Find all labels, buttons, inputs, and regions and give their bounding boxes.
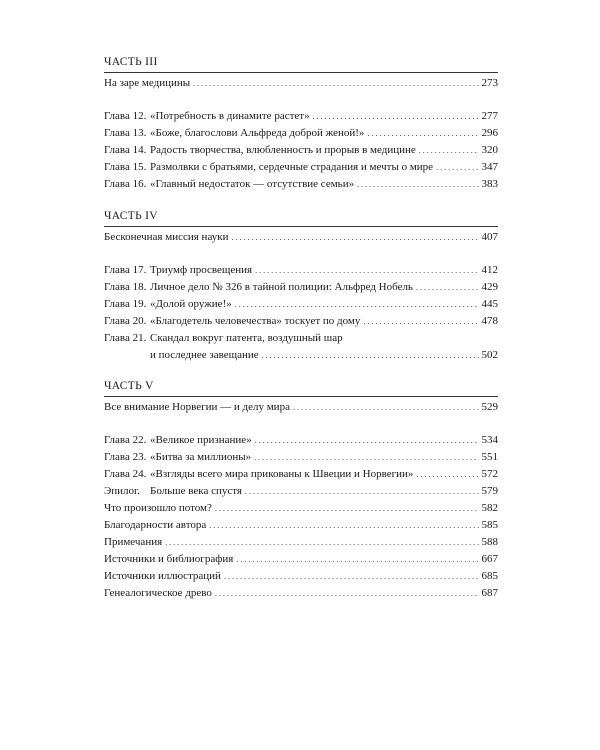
page-number: 534 bbox=[481, 434, 498, 446]
toc-entry[interactable] bbox=[104, 450, 498, 465]
entry-title: Что произошло потом? bbox=[104, 502, 212, 514]
page-number: 407 bbox=[481, 231, 498, 243]
toc-entry[interactable] bbox=[104, 467, 498, 482]
dot-leader bbox=[165, 536, 478, 550]
toc-entry[interactable] bbox=[104, 484, 498, 499]
part-heading: ЧАСТЬ V bbox=[104, 380, 154, 392]
page-number: 588 bbox=[481, 536, 498, 548]
page-number: 585 bbox=[481, 519, 498, 531]
toc-entry[interactable] bbox=[104, 76, 498, 91]
entry-title: «Благодетель человечества» тоскует по дому bbox=[150, 315, 361, 327]
toc-entry[interactable] bbox=[104, 297, 498, 312]
entry-title: Размолвки с братьями, сердечные страдания и мечты о мире bbox=[150, 161, 434, 173]
entry-title: Триумф просвещения bbox=[150, 264, 253, 276]
chapter-number: Глава 13. bbox=[104, 127, 147, 139]
toc-entry[interactable] bbox=[104, 586, 498, 601]
dot-leader bbox=[313, 110, 479, 124]
page-number: 582 bbox=[481, 502, 498, 514]
page-number: 320 bbox=[481, 144, 498, 156]
dot-leader bbox=[232, 231, 479, 245]
entry-title: Бесконечная миссия науки bbox=[104, 231, 229, 243]
dot-leader bbox=[215, 587, 479, 601]
dot-leader bbox=[367, 127, 478, 141]
toc-entry[interactable] bbox=[104, 263, 498, 278]
entry-title: Все внимание Норвегии — и делу мира bbox=[104, 401, 290, 413]
toc-entry[interactable] bbox=[104, 518, 498, 533]
dot-leader bbox=[235, 298, 479, 312]
toc-entry[interactable] bbox=[104, 160, 498, 175]
entry-title: На заре медицины bbox=[104, 77, 191, 89]
page-number: 667 bbox=[481, 553, 498, 565]
toc-entry-continuation[interactable] bbox=[104, 348, 498, 363]
toc-entry[interactable] bbox=[104, 143, 498, 158]
entry-title: Скандал вокруг патента, воздушный шар bbox=[150, 332, 343, 344]
page-number: 502 bbox=[481, 349, 498, 361]
chapter-number: Глава 22. bbox=[104, 434, 147, 446]
entry-title: Личное дело № 326 в тайной полиции: Альфред Нобель bbox=[150, 281, 413, 293]
toc-entry[interactable] bbox=[104, 230, 498, 245]
chapter-number: Глава 17. bbox=[104, 264, 147, 276]
entry-title-continued: и последнее завещание bbox=[150, 349, 259, 361]
page-number: 687 bbox=[481, 587, 498, 599]
toc-entry[interactable] bbox=[104, 552, 498, 567]
page-number: 347 bbox=[481, 161, 498, 173]
chapter-number: Глава 23. bbox=[104, 451, 147, 463]
toc-entry[interactable] bbox=[104, 331, 498, 345]
chapter-number: Глава 24. bbox=[104, 468, 147, 480]
chapter-number: Глава 19. bbox=[104, 298, 147, 310]
dot-leader bbox=[209, 519, 478, 533]
toc-entry[interactable] bbox=[104, 501, 498, 516]
dot-leader bbox=[363, 315, 478, 329]
part-heading: ЧАСТЬ III bbox=[104, 56, 158, 68]
chapter-number: Эпилог. bbox=[104, 485, 141, 497]
entry-title: Радость творчества, влюбленность и прорыв в медицине bbox=[150, 144, 416, 156]
dot-leader bbox=[357, 178, 478, 192]
dot-leader bbox=[254, 451, 478, 465]
page-number: 478 bbox=[481, 315, 498, 327]
page-number: 383 bbox=[481, 178, 498, 190]
toc-entry[interactable] bbox=[104, 109, 498, 124]
dot-leader bbox=[255, 264, 478, 278]
entry-title: «Боже, благослови Альфреда доброй женой!» bbox=[150, 127, 365, 139]
dot-leader bbox=[416, 281, 479, 295]
page-number: 296 bbox=[481, 127, 498, 139]
page-number: 429 bbox=[481, 281, 498, 293]
entry-title: «Великое признание» bbox=[150, 434, 252, 446]
dot-leader bbox=[193, 77, 478, 91]
dot-leader bbox=[416, 468, 478, 482]
toc-entry[interactable] bbox=[104, 433, 498, 448]
dot-leader bbox=[436, 161, 478, 175]
page-number: 579 bbox=[481, 485, 498, 497]
dot-leader bbox=[419, 144, 479, 158]
dot-leader bbox=[245, 485, 479, 499]
entry-title: Источники иллюстраций bbox=[104, 570, 221, 582]
dot-leader bbox=[236, 553, 478, 567]
toc-entry[interactable] bbox=[104, 400, 498, 415]
page-number: 572 bbox=[481, 468, 498, 480]
entry-title: Благодарности автора bbox=[104, 519, 207, 531]
dot-leader bbox=[255, 434, 479, 448]
chapter-number: Глава 21. bbox=[104, 332, 147, 344]
dot-leader bbox=[215, 502, 479, 516]
page-number: 412 bbox=[481, 264, 498, 276]
entry-title: Генеалогическое древо bbox=[104, 587, 212, 599]
chapter-number: Глава 20. bbox=[104, 315, 147, 327]
page-number: 529 bbox=[481, 401, 498, 413]
dot-leader bbox=[293, 401, 479, 415]
entry-title: «Главный недостаток — отсутствие семьи» bbox=[150, 178, 355, 190]
page-number: 273 bbox=[481, 77, 498, 89]
divider bbox=[104, 72, 498, 73]
chapter-number: Глава 14. bbox=[104, 144, 147, 156]
toc-entry[interactable] bbox=[104, 280, 498, 295]
divider bbox=[104, 396, 498, 397]
toc-entry[interactable] bbox=[104, 126, 498, 141]
entry-title: «Взгляды всего мира прикованы к Швеции и Норвегии» bbox=[150, 468, 414, 480]
page-number: 685 bbox=[481, 570, 498, 582]
entry-title: «Битва за миллионы» bbox=[150, 451, 252, 463]
page-number: 277 bbox=[481, 110, 498, 122]
entry-title: Примечания bbox=[104, 536, 163, 548]
entry-title: Источники и библиография bbox=[104, 553, 234, 565]
chapter-number: Глава 18. bbox=[104, 281, 147, 293]
toc-entry[interactable] bbox=[104, 535, 498, 550]
toc-entry[interactable] bbox=[104, 177, 498, 192]
divider bbox=[104, 226, 498, 227]
page-number: 551 bbox=[481, 451, 498, 463]
toc-entry[interactable] bbox=[104, 569, 498, 584]
chapter-number: Глава 15. bbox=[104, 161, 147, 173]
entry-title: «Потребность в динамите растет» bbox=[150, 110, 310, 122]
part-heading: ЧАСТЬ IV bbox=[104, 210, 158, 222]
page-number: 445 bbox=[481, 298, 498, 310]
chapter-number: Глава 12. bbox=[104, 110, 147, 122]
dot-leader bbox=[224, 570, 479, 584]
chapter-number: Глава 16. bbox=[104, 178, 147, 190]
toc-entry[interactable] bbox=[104, 314, 498, 329]
dot-leader bbox=[262, 349, 479, 363]
entry-title: «Долой оружие!» bbox=[150, 298, 232, 310]
entry-title: Больше века спустя bbox=[150, 485, 242, 497]
